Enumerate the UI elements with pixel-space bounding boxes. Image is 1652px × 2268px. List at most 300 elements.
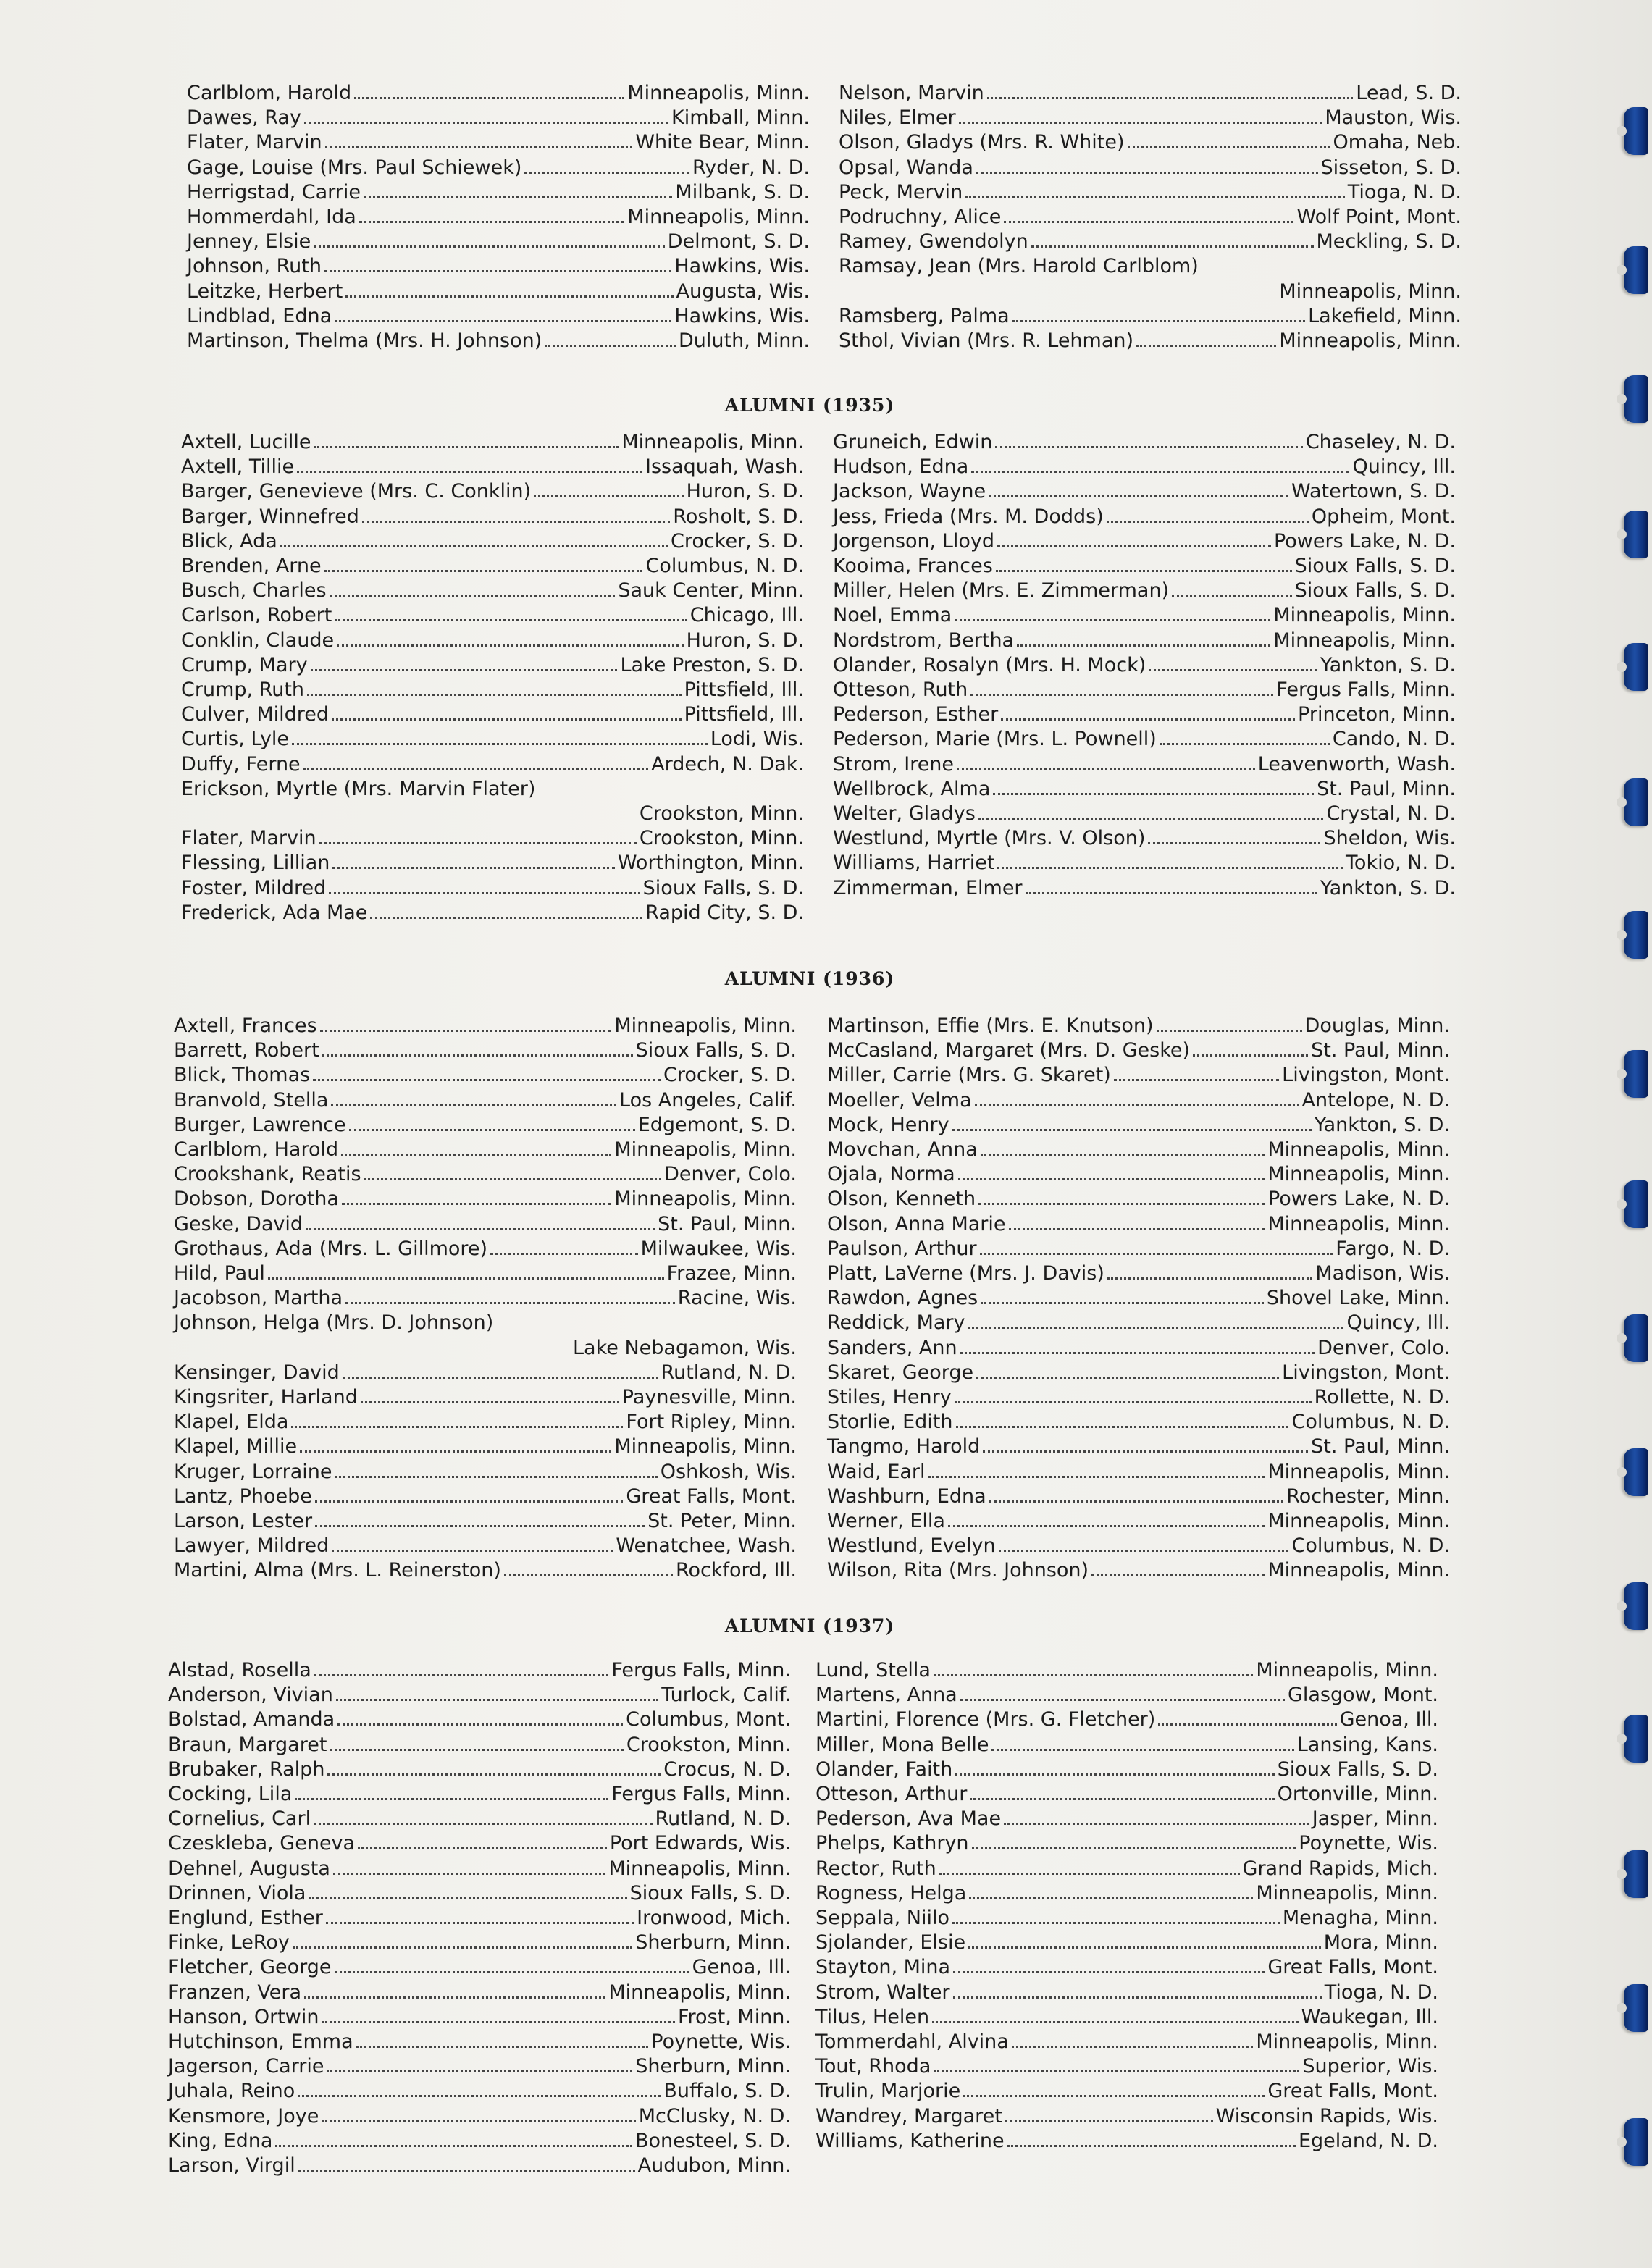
dot-leader bbox=[1172, 594, 1292, 597]
alumni-location: Ironwood, Mich. bbox=[637, 1907, 791, 1929]
dot-leader bbox=[989, 1500, 1284, 1503]
dot-leader bbox=[953, 1996, 1322, 1999]
alumni-location: Minneapolis, Minn. bbox=[1267, 1460, 1450, 1483]
alumni-location: Yankton, S. D. bbox=[1320, 876, 1456, 899]
dot-leader bbox=[1001, 718, 1295, 721]
dot-leader bbox=[490, 1252, 638, 1255]
alumni-entry bbox=[827, 1014, 1450, 1038]
dot-leader bbox=[268, 1277, 664, 1280]
alumni-entry bbox=[181, 752, 804, 777]
alumni-name: Hudson, Edna bbox=[833, 455, 969, 479]
dot-leader bbox=[1148, 841, 1320, 844]
dot-leader bbox=[1114, 1078, 1279, 1081]
binding-ring bbox=[1624, 643, 1648, 691]
alumni-name: Kensinger, David bbox=[174, 1361, 340, 1384]
alumni-entry bbox=[815, 2054, 1438, 2079]
dot-leader bbox=[345, 295, 673, 298]
dot-leader bbox=[981, 1301, 1264, 1304]
alumni-location: Lansing, Kans. bbox=[1296, 1733, 1438, 1756]
alumni-entry bbox=[168, 1683, 791, 1708]
alumni-location: Tioga, N. D. bbox=[1324, 1981, 1438, 2004]
alumni-location: Los Angeles, Calif. bbox=[619, 1088, 797, 1112]
alumni-entry bbox=[181, 777, 804, 802]
dot-leader bbox=[989, 495, 1288, 497]
alumni-entry bbox=[833, 727, 1456, 752]
alumni-name: Jess, Frieda (Mrs. M. Dodds) bbox=[833, 505, 1104, 528]
dot-leader bbox=[981, 1153, 1265, 1156]
dot-leader bbox=[331, 1104, 616, 1106]
alumni-entry bbox=[815, 1981, 1438, 2005]
alumni-location: Powers Lake, N. D. bbox=[1273, 529, 1456, 553]
alumni-location: Minneapolis, Minn. bbox=[1267, 1163, 1450, 1186]
dot-leader bbox=[345, 1301, 675, 1304]
alumni-entry bbox=[181, 455, 804, 479]
alumni-name: Olson, Anna Marie bbox=[827, 1212, 1006, 1235]
alumni-entry bbox=[174, 1063, 797, 1088]
dot-leader bbox=[1012, 2045, 1253, 2048]
alumni-entry bbox=[168, 2079, 791, 2104]
alumni-name: Herrigstad, Carrie bbox=[187, 180, 361, 203]
dot-leader bbox=[1107, 520, 1309, 523]
alumni-location: Genoa, Ill. bbox=[692, 1956, 791, 1979]
alumni-name: Brenden, Arne bbox=[181, 555, 322, 577]
alumni-name: Rawdon, Agnes bbox=[827, 1287, 978, 1310]
alumni-location: Great Falls, Mont. bbox=[1267, 2080, 1438, 2103]
alumni-entry bbox=[833, 752, 1456, 777]
alumni-entry bbox=[833, 802, 1456, 826]
alumni-name: Anderson, Vivian bbox=[168, 1684, 333, 1707]
alumni-entry bbox=[839, 81, 1462, 106]
alumni-location: McClusky, N. D. bbox=[638, 2104, 791, 2128]
alumni-location: Huron, S. D. bbox=[686, 629, 804, 652]
alumni-location: Opheim, Mont. bbox=[1311, 505, 1456, 528]
alumni-name: Washburn, Edna bbox=[827, 1484, 986, 1508]
dot-leader bbox=[1009, 1227, 1265, 1230]
alumni-name: Carlson, Robert bbox=[181, 604, 332, 627]
dot-leader bbox=[354, 96, 624, 99]
alumni-location: Poynette, Wis. bbox=[651, 2030, 791, 2053]
alumni-entry bbox=[833, 851, 1456, 875]
spiral-binding bbox=[1619, 0, 1652, 2268]
alumni-name: Niles, Elmer bbox=[839, 106, 956, 130]
alumni-location: Racine, Wis. bbox=[677, 1287, 797, 1310]
alumni-name: Carlblom, Harold bbox=[174, 1138, 339, 1161]
dot-leader bbox=[1031, 245, 1314, 248]
alumni-name: Dehnel, Augusta bbox=[168, 1857, 330, 1880]
alumni-location: Rosholt, S. D. bbox=[673, 505, 804, 528]
alumni-entry bbox=[827, 1212, 1450, 1237]
alumni-name: Branvold, Stella bbox=[174, 1088, 329, 1112]
alumni-entry bbox=[168, 1831, 791, 1856]
alumni-name: Flessing, Lillian bbox=[181, 852, 330, 875]
alumni-location: Leavenworth, Wash. bbox=[1257, 752, 1456, 776]
alumni-name: Erickson, Myrtle (Mrs. Marvin Flater) bbox=[181, 777, 536, 800]
alumni-name: Klapel, Millie bbox=[174, 1435, 298, 1458]
alumni-location: Mora, Minn. bbox=[1323, 1931, 1438, 1954]
section-heading: ALUMNI (1935) bbox=[724, 395, 895, 416]
alumni-name: Carlblom, Harold bbox=[187, 82, 352, 104]
alumni-location: Sioux Falls, S. D. bbox=[1294, 579, 1456, 602]
alumni-entry bbox=[168, 2154, 791, 2178]
alumni-location: Pittsfield, Ill. bbox=[684, 703, 804, 726]
alumni-location: Minneapolis, Minn. bbox=[1256, 1881, 1438, 1904]
alumni-entry bbox=[168, 2104, 791, 2129]
dot-leader bbox=[292, 742, 708, 745]
alumni-name: Conklin, Claude bbox=[181, 629, 335, 652]
alumni-entry bbox=[815, 1831, 1438, 1856]
alumni-location: Delmont, S. D. bbox=[667, 230, 810, 253]
alumni-location: Minneapolis, Minn. bbox=[614, 1435, 797, 1458]
alumni-entry bbox=[181, 554, 804, 579]
alumni-name: Wandrey, Margaret bbox=[815, 2104, 1002, 2128]
alumni-entry bbox=[827, 1435, 1450, 1459]
alumni-entry bbox=[181, 901, 804, 925]
alumni-name: Grothaus, Ada (Mrs. L. Gillmore) bbox=[174, 1237, 488, 1260]
alumni-name: Lawyer, Mildred bbox=[174, 1534, 330, 1558]
alumni-location: Denver, Colo. bbox=[664, 1163, 797, 1186]
binding-ring bbox=[1624, 2118, 1648, 2166]
dot-leader bbox=[298, 2169, 635, 2172]
alumni-entry bbox=[815, 1658, 1438, 1683]
alumni-name: Reddick, Mary bbox=[827, 1311, 965, 1335]
alumni-location: Columbus, N. D. bbox=[1291, 1411, 1450, 1434]
alumni-name: Curtis, Lyle bbox=[181, 728, 290, 751]
alumni-entry bbox=[839, 106, 1462, 130]
alumni-entry bbox=[827, 1311, 1450, 1335]
alumni-entry bbox=[827, 1038, 1450, 1063]
dot-leader bbox=[952, 1128, 1312, 1131]
dot-leader bbox=[955, 1773, 1274, 1776]
alumni-name: Fletcher, George bbox=[168, 1956, 332, 1979]
alumni-location: Lead, S. D. bbox=[1356, 82, 1462, 104]
dot-leader bbox=[934, 1673, 1253, 1676]
alumni-name: Hommerdahl, Ida bbox=[187, 206, 356, 228]
alumni-name: Pederson, Esther bbox=[833, 703, 999, 726]
alumni-name: Jagerson, Carrie bbox=[168, 2055, 324, 2078]
alumni-name: Ojala, Norma bbox=[827, 1163, 955, 1186]
section-heading: ALUMNI (1937) bbox=[724, 1616, 895, 1637]
dot-leader bbox=[322, 2120, 635, 2122]
alumni-location: White Bear, Minn. bbox=[635, 131, 810, 154]
alumni-location: Crookston, Minn. bbox=[639, 827, 804, 850]
alumni-entry bbox=[833, 826, 1456, 851]
alumni-location: Rapid City, S. D. bbox=[645, 901, 804, 924]
alumni-location: Frost, Minn. bbox=[677, 2005, 791, 2028]
alumni-name: Pederson, Ava Mae bbox=[815, 1807, 1002, 1831]
alumni-location: Omaha, Neb. bbox=[1333, 131, 1462, 154]
alumni-entry bbox=[827, 1261, 1450, 1286]
alumni-name: McCasland, Margaret (Mrs. D. Geske) bbox=[827, 1039, 1191, 1062]
alumni-location: Minneapolis, Minn. bbox=[621, 431, 804, 453]
alumni-entry bbox=[174, 1088, 797, 1113]
alumni-location: Pittsfield, Ill. bbox=[684, 679, 804, 701]
alumni-entry bbox=[168, 1955, 791, 1980]
dot-leader bbox=[948, 1524, 1265, 1527]
alumni-name: Leitzke, Herbert bbox=[187, 280, 343, 303]
alumni-location: Minneapolis, Minn. bbox=[1256, 1659, 1438, 1681]
alumni-name: Westlund, Myrtle (Mrs. V. Olson) bbox=[833, 827, 1146, 850]
alumni-name: Jackson, Wayne bbox=[833, 480, 986, 503]
alumni-entry bbox=[827, 1484, 1450, 1509]
alumni-entry bbox=[174, 1410, 797, 1435]
alumni-location: Rollette, N. D. bbox=[1314, 1386, 1450, 1408]
dot-leader bbox=[332, 718, 682, 721]
alumni-name: Johnson, Ruth bbox=[187, 255, 322, 278]
alumni-name: Martini, Alma (Mrs. L. Reinerston) bbox=[174, 1559, 501, 1582]
dot-leader bbox=[978, 1202, 1265, 1205]
dot-leader bbox=[1107, 1277, 1313, 1280]
alumni-location: Cando, N. D. bbox=[1332, 728, 1456, 751]
alumni-name: Barrett, Robert bbox=[174, 1039, 319, 1062]
alumni-name: Tilus, Helen bbox=[815, 2005, 930, 2028]
dot-leader bbox=[332, 1549, 613, 1552]
alumni-entry bbox=[833, 653, 1456, 678]
alumni-location: Edgemont, S. D. bbox=[637, 1113, 797, 1136]
dot-leader bbox=[1149, 668, 1317, 671]
binding-ring bbox=[1624, 1984, 1648, 2032]
dot-leader bbox=[314, 1673, 609, 1676]
alumni-entry bbox=[174, 1385, 797, 1410]
alumni-entry bbox=[187, 205, 810, 230]
alumni-name: Strom, Walter bbox=[815, 1981, 950, 2004]
alumni-name: Olander, Faith bbox=[815, 1757, 953, 1781]
dot-leader bbox=[300, 1450, 611, 1453]
alumni-location: Quincy, Ill. bbox=[1346, 1311, 1450, 1335]
alumni-entry bbox=[187, 304, 810, 329]
dot-leader bbox=[304, 121, 668, 124]
alumni-location: Wenatchee, Wash. bbox=[616, 1534, 797, 1558]
dot-leader bbox=[298, 2094, 661, 2097]
alumni-entry bbox=[181, 702, 804, 727]
alumni-entry bbox=[815, 1733, 1438, 1757]
alumni-location: Madison, Wis. bbox=[1315, 1262, 1450, 1285]
alumni-name: Axtell, Tillie bbox=[181, 455, 295, 479]
alumni-entry bbox=[827, 1063, 1450, 1088]
dot-leader bbox=[996, 569, 1292, 572]
alumni-name: Podruchny, Alice bbox=[839, 206, 1002, 228]
dot-leader bbox=[306, 1227, 655, 1230]
alumni-name: Williams, Harriet bbox=[833, 852, 995, 875]
alumni-location: Paynesville, Minn. bbox=[621, 1386, 797, 1408]
alumni-entry bbox=[833, 579, 1456, 603]
alumni-entry bbox=[815, 1683, 1438, 1708]
alumni-name: Dawes, Ray bbox=[187, 106, 301, 130]
alumni-location: Huron, S. D. bbox=[686, 480, 804, 503]
alumni-entry bbox=[815, 1708, 1438, 1732]
dot-leader bbox=[359, 220, 625, 223]
alumni-entry bbox=[174, 1113, 797, 1138]
dot-leader bbox=[1128, 146, 1330, 148]
alumni-location: Crocker, S. D. bbox=[663, 1064, 797, 1087]
alumni-entry bbox=[174, 1509, 797, 1534]
dot-leader bbox=[313, 1078, 661, 1081]
alumni-entry bbox=[815, 1906, 1438, 1931]
alumni-name: Noel, Emma bbox=[833, 604, 952, 627]
alumni-name: Gage, Louise (Mrs. Paul Schiewek) bbox=[187, 156, 522, 179]
dot-leader bbox=[963, 2094, 1265, 2097]
alumni-name: Trulin, Marjorie bbox=[815, 2080, 961, 2103]
alumni-location: Rochester, Minn. bbox=[1286, 1484, 1450, 1508]
alumni-entry bbox=[174, 1187, 797, 1211]
dot-leader bbox=[358, 1847, 607, 1849]
alumni-name: Wilson, Rita (Mrs. Johnson) bbox=[827, 1559, 1089, 1582]
dot-leader bbox=[324, 569, 643, 572]
alumni-name: Rector, Ruth bbox=[815, 1857, 936, 1880]
alumni-location: Frazee, Minn. bbox=[666, 1262, 797, 1285]
dot-leader bbox=[327, 2070, 632, 2072]
dot-leader bbox=[997, 866, 1343, 869]
alumni-location: Livingston, Mont. bbox=[1282, 1361, 1450, 1384]
alumni-entry bbox=[174, 1261, 797, 1286]
dot-leader bbox=[329, 891, 640, 894]
binding-ring bbox=[1624, 1050, 1648, 1098]
alumni-name: Crump, Ruth bbox=[181, 679, 305, 701]
alumni-name: Gruneich, Edwin bbox=[833, 431, 993, 453]
alumni-entry bbox=[833, 505, 1456, 529]
alumni-location: Milbank, S. D. bbox=[675, 180, 810, 203]
alumni-name: Olson, Kenneth bbox=[827, 1188, 976, 1211]
alumni-entry bbox=[827, 1336, 1450, 1361]
alumni-name: Burger, Lawrence bbox=[174, 1113, 346, 1136]
dot-leader bbox=[364, 196, 672, 198]
alumni-entry bbox=[839, 304, 1462, 329]
alumni-location: Douglas, Minn. bbox=[1304, 1015, 1450, 1037]
dot-leader bbox=[1007, 2144, 1296, 2147]
alumni-location: St. Paul, Minn. bbox=[658, 1212, 797, 1235]
alumni-name: Larson, Virgil bbox=[168, 2154, 295, 2177]
dot-leader bbox=[336, 1698, 658, 1701]
dot-leader bbox=[957, 768, 1255, 770]
alumni-location: Jasper, Minn. bbox=[1312, 1807, 1438, 1831]
alumni-location: Minneapolis, Minn. bbox=[1273, 629, 1456, 652]
alumni-entry bbox=[833, 529, 1456, 554]
dot-leader bbox=[952, 1921, 1280, 1924]
dot-leader bbox=[997, 545, 1271, 547]
dot-leader bbox=[972, 1847, 1296, 1849]
alumni-name: Busch, Charles bbox=[181, 579, 327, 602]
alumni-name: Axtell, Frances bbox=[174, 1015, 317, 1037]
alumni-location: Milwaukee, Wis. bbox=[640, 1237, 797, 1260]
dot-leader bbox=[959, 121, 1322, 124]
alumni-name: Otteson, Arthur bbox=[815, 1783, 968, 1805]
dot-leader bbox=[315, 1524, 645, 1527]
alumni-location: Port Edwards, Wis. bbox=[609, 1832, 791, 1855]
alumni-entry bbox=[827, 1138, 1450, 1162]
alumni-entry bbox=[833, 777, 1456, 802]
alumni-name: Barger, Genevieve (Mrs. C. Conklin) bbox=[181, 480, 532, 503]
alumni-entry bbox=[833, 479, 1456, 504]
alumni-location: Minneapolis, Minn. bbox=[1267, 1510, 1450, 1532]
alumni-entry bbox=[174, 1138, 797, 1162]
dot-leader bbox=[1091, 1574, 1265, 1576]
dot-leader bbox=[319, 841, 637, 844]
alumni-location: Denver, Colo. bbox=[1317, 1336, 1450, 1359]
alumni-location: Minneapolis, Minn. bbox=[1267, 1559, 1450, 1582]
alumni-location: Egeland, N. D. bbox=[1298, 2129, 1438, 2152]
dot-leader bbox=[965, 196, 1345, 198]
alumni-location: Crocker, S. D. bbox=[671, 529, 804, 553]
alumni-entry bbox=[181, 826, 804, 851]
alumni-name: Miller, Helen (Mrs. E. Zimmerman) bbox=[833, 579, 1170, 602]
alumni-name: Kruger, Lorraine bbox=[174, 1460, 332, 1483]
alumni-name: Platt, LaVerne (Mrs. J. Davis) bbox=[827, 1262, 1104, 1285]
alumni-location: Tioga, N. D. bbox=[1347, 180, 1462, 203]
dot-leader bbox=[315, 1500, 623, 1503]
alumni-entry bbox=[815, 1955, 1438, 1980]
alumni-entry bbox=[168, 2005, 791, 2030]
dot-leader bbox=[356, 2045, 649, 2048]
binding-ring bbox=[1624, 1448, 1648, 1496]
dot-leader bbox=[953, 1970, 1265, 1973]
alumni-name: Lindblad, Edna bbox=[187, 304, 332, 327]
alumni-name: Welter, Gladys bbox=[833, 802, 976, 825]
binding-ring bbox=[1624, 1582, 1648, 1630]
alumni-entry bbox=[815, 2104, 1438, 2129]
alumni-location: Mauston, Wis. bbox=[1325, 106, 1462, 130]
alumni-location: Minneapolis, Minn. bbox=[608, 1857, 791, 1880]
alumni-name: Kooima, Frances bbox=[833, 555, 993, 577]
alumni-name: Lund, Stella bbox=[815, 1659, 931, 1681]
alumni-name: Blick, Ada bbox=[181, 529, 277, 553]
alumni-location: Fargo, N. D. bbox=[1336, 1237, 1450, 1260]
alumni-location: Superior, Wis. bbox=[1302, 2055, 1438, 2078]
alumni-location: Lake Preston, S. D. bbox=[620, 653, 804, 676]
alumni-name: Brubaker, Ralph bbox=[168, 1757, 325, 1781]
alumni-location: Crookston, Minn. bbox=[639, 802, 804, 825]
alumni-entry bbox=[187, 106, 810, 130]
alumni-location: Audubon, Minn. bbox=[637, 2154, 791, 2177]
alumni-name: Storlie, Edith bbox=[827, 1411, 953, 1434]
dot-leader bbox=[504, 1574, 673, 1576]
alumni-name: Ramey, Gwendolyn bbox=[839, 230, 1028, 253]
alumni-name: Flater, Marvin bbox=[187, 131, 322, 154]
alumni-location: Sioux Falls, S. D. bbox=[1294, 555, 1456, 577]
dot-leader bbox=[337, 1723, 623, 1726]
alumni-entry bbox=[174, 1534, 797, 1558]
alumni-entry bbox=[187, 156, 810, 180]
binding-ring bbox=[1624, 246, 1648, 294]
alumni-entry bbox=[181, 579, 804, 603]
dot-leader bbox=[987, 96, 1354, 99]
alumni-entry bbox=[168, 1807, 791, 1831]
alumni-entry bbox=[168, 2054, 791, 2079]
alumni-name: Juhala, Reino bbox=[168, 2080, 295, 2103]
alumni-entry bbox=[839, 180, 1462, 205]
alumni-entry bbox=[833, 629, 1456, 653]
dot-leader bbox=[337, 644, 683, 647]
dot-leader bbox=[322, 1054, 633, 1057]
binding-ring bbox=[1624, 1715, 1648, 1763]
dot-leader bbox=[327, 1773, 661, 1776]
dot-leader bbox=[307, 693, 682, 696]
alumni-name: Martini, Florence (Mrs. G. Fletcher) bbox=[815, 1708, 1156, 1731]
dot-leader bbox=[1005, 2120, 1213, 2122]
alumni-name: Westlund, Evelyn bbox=[827, 1534, 996, 1558]
dot-leader bbox=[335, 1475, 658, 1478]
alumni-entry bbox=[174, 1038, 797, 1063]
alumni-name: Czeskleba, Geneva bbox=[168, 1832, 356, 1855]
alumni-name: Martinson, Thelma (Mrs. H. Johnson) bbox=[187, 329, 542, 352]
dot-leader bbox=[333, 1872, 605, 1875]
alumni-entry bbox=[181, 505, 804, 529]
alumni-location: Fort Ripley, Minn. bbox=[626, 1411, 797, 1434]
binding-ring bbox=[1624, 1850, 1648, 1898]
alumni-entry bbox=[187, 130, 810, 155]
alumni-location: Sherburn, Minn. bbox=[635, 1931, 791, 1954]
alumni-location: Minneapolis, Minn. bbox=[1256, 2030, 1438, 2053]
alumni-entry bbox=[815, 2079, 1438, 2104]
dot-leader bbox=[993, 792, 1314, 795]
